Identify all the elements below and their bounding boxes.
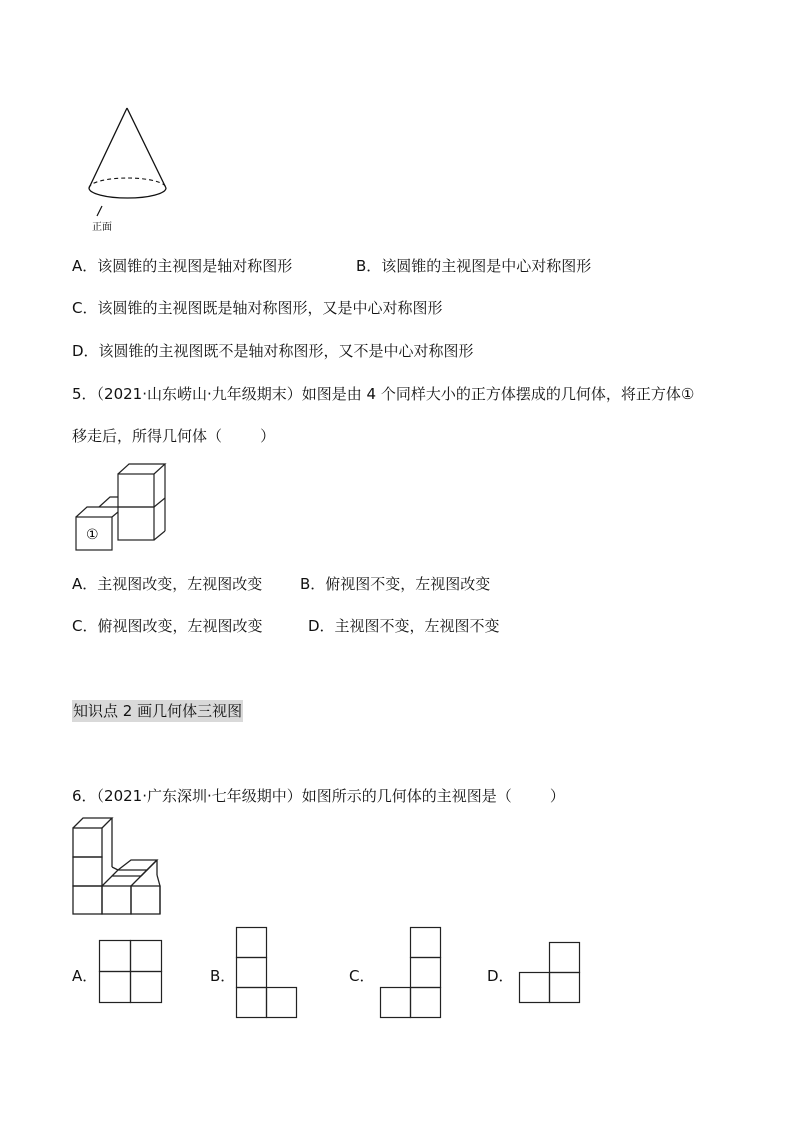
q6-option-c-label[interactable]: C． [349,967,375,985]
q5-option-b[interactable]: B．俯视图不变，左视图改变 [300,575,491,593]
cube-1-mark: ① [86,527,99,543]
q6-option-c-figure[interactable] [379,927,443,1019]
q4-option-b[interactable]: B．该圆锥的主视图是中心对称图形 [356,257,592,275]
front-label: 正面 [92,222,112,233]
q6-option-d-figure[interactable] [518,942,582,1004]
q5-option-c[interactable]: C．俯视图改变，左视图改变 [72,617,263,635]
q5-option-d[interactable]: D．主视图不变，左视图不变 [308,617,500,635]
q6-option-a-label[interactable]: A． [72,967,98,985]
q6-option-d-label[interactable]: D． [487,967,514,985]
section-heading: 知识点 2 画几何体三视图 [73,702,243,720]
q6-option-b-figure[interactable] [236,927,300,1019]
q5-stem-line1: 5．（2021·山东崂山·九年级期末）如图是由 4 个同样大小的正方体摆成的几何体，将正方体① [72,385,695,403]
q6-option-a-figure[interactable] [99,940,163,1004]
q5-option-a[interactable]: A．主视图改变，左视图改变 [72,575,263,593]
q4-option-a[interactable]: A．该圆锥的主视图是轴对称图形 [72,257,293,275]
q5-cube-figure [74,462,164,552]
q6-option-b-label[interactable]: B． [210,967,236,985]
q5-stem-line2: 移走后，所得几何体（ ） [72,427,276,445]
q4-option-d[interactable]: D．该圆锥的主视图既不是轴对称图形，又不是中心对称图形 [72,342,474,360]
q6-solid-figure [70,815,170,915]
cone-figure [80,100,190,235]
q4-option-c[interactable]: C．该圆锥的主视图既是轴对称图形，又是中心对称图形 [72,299,443,317]
q6-stem: 6．（2021·广东深圳·七年级期中）如图所示的几何体的主视图是（ ） [72,787,565,805]
